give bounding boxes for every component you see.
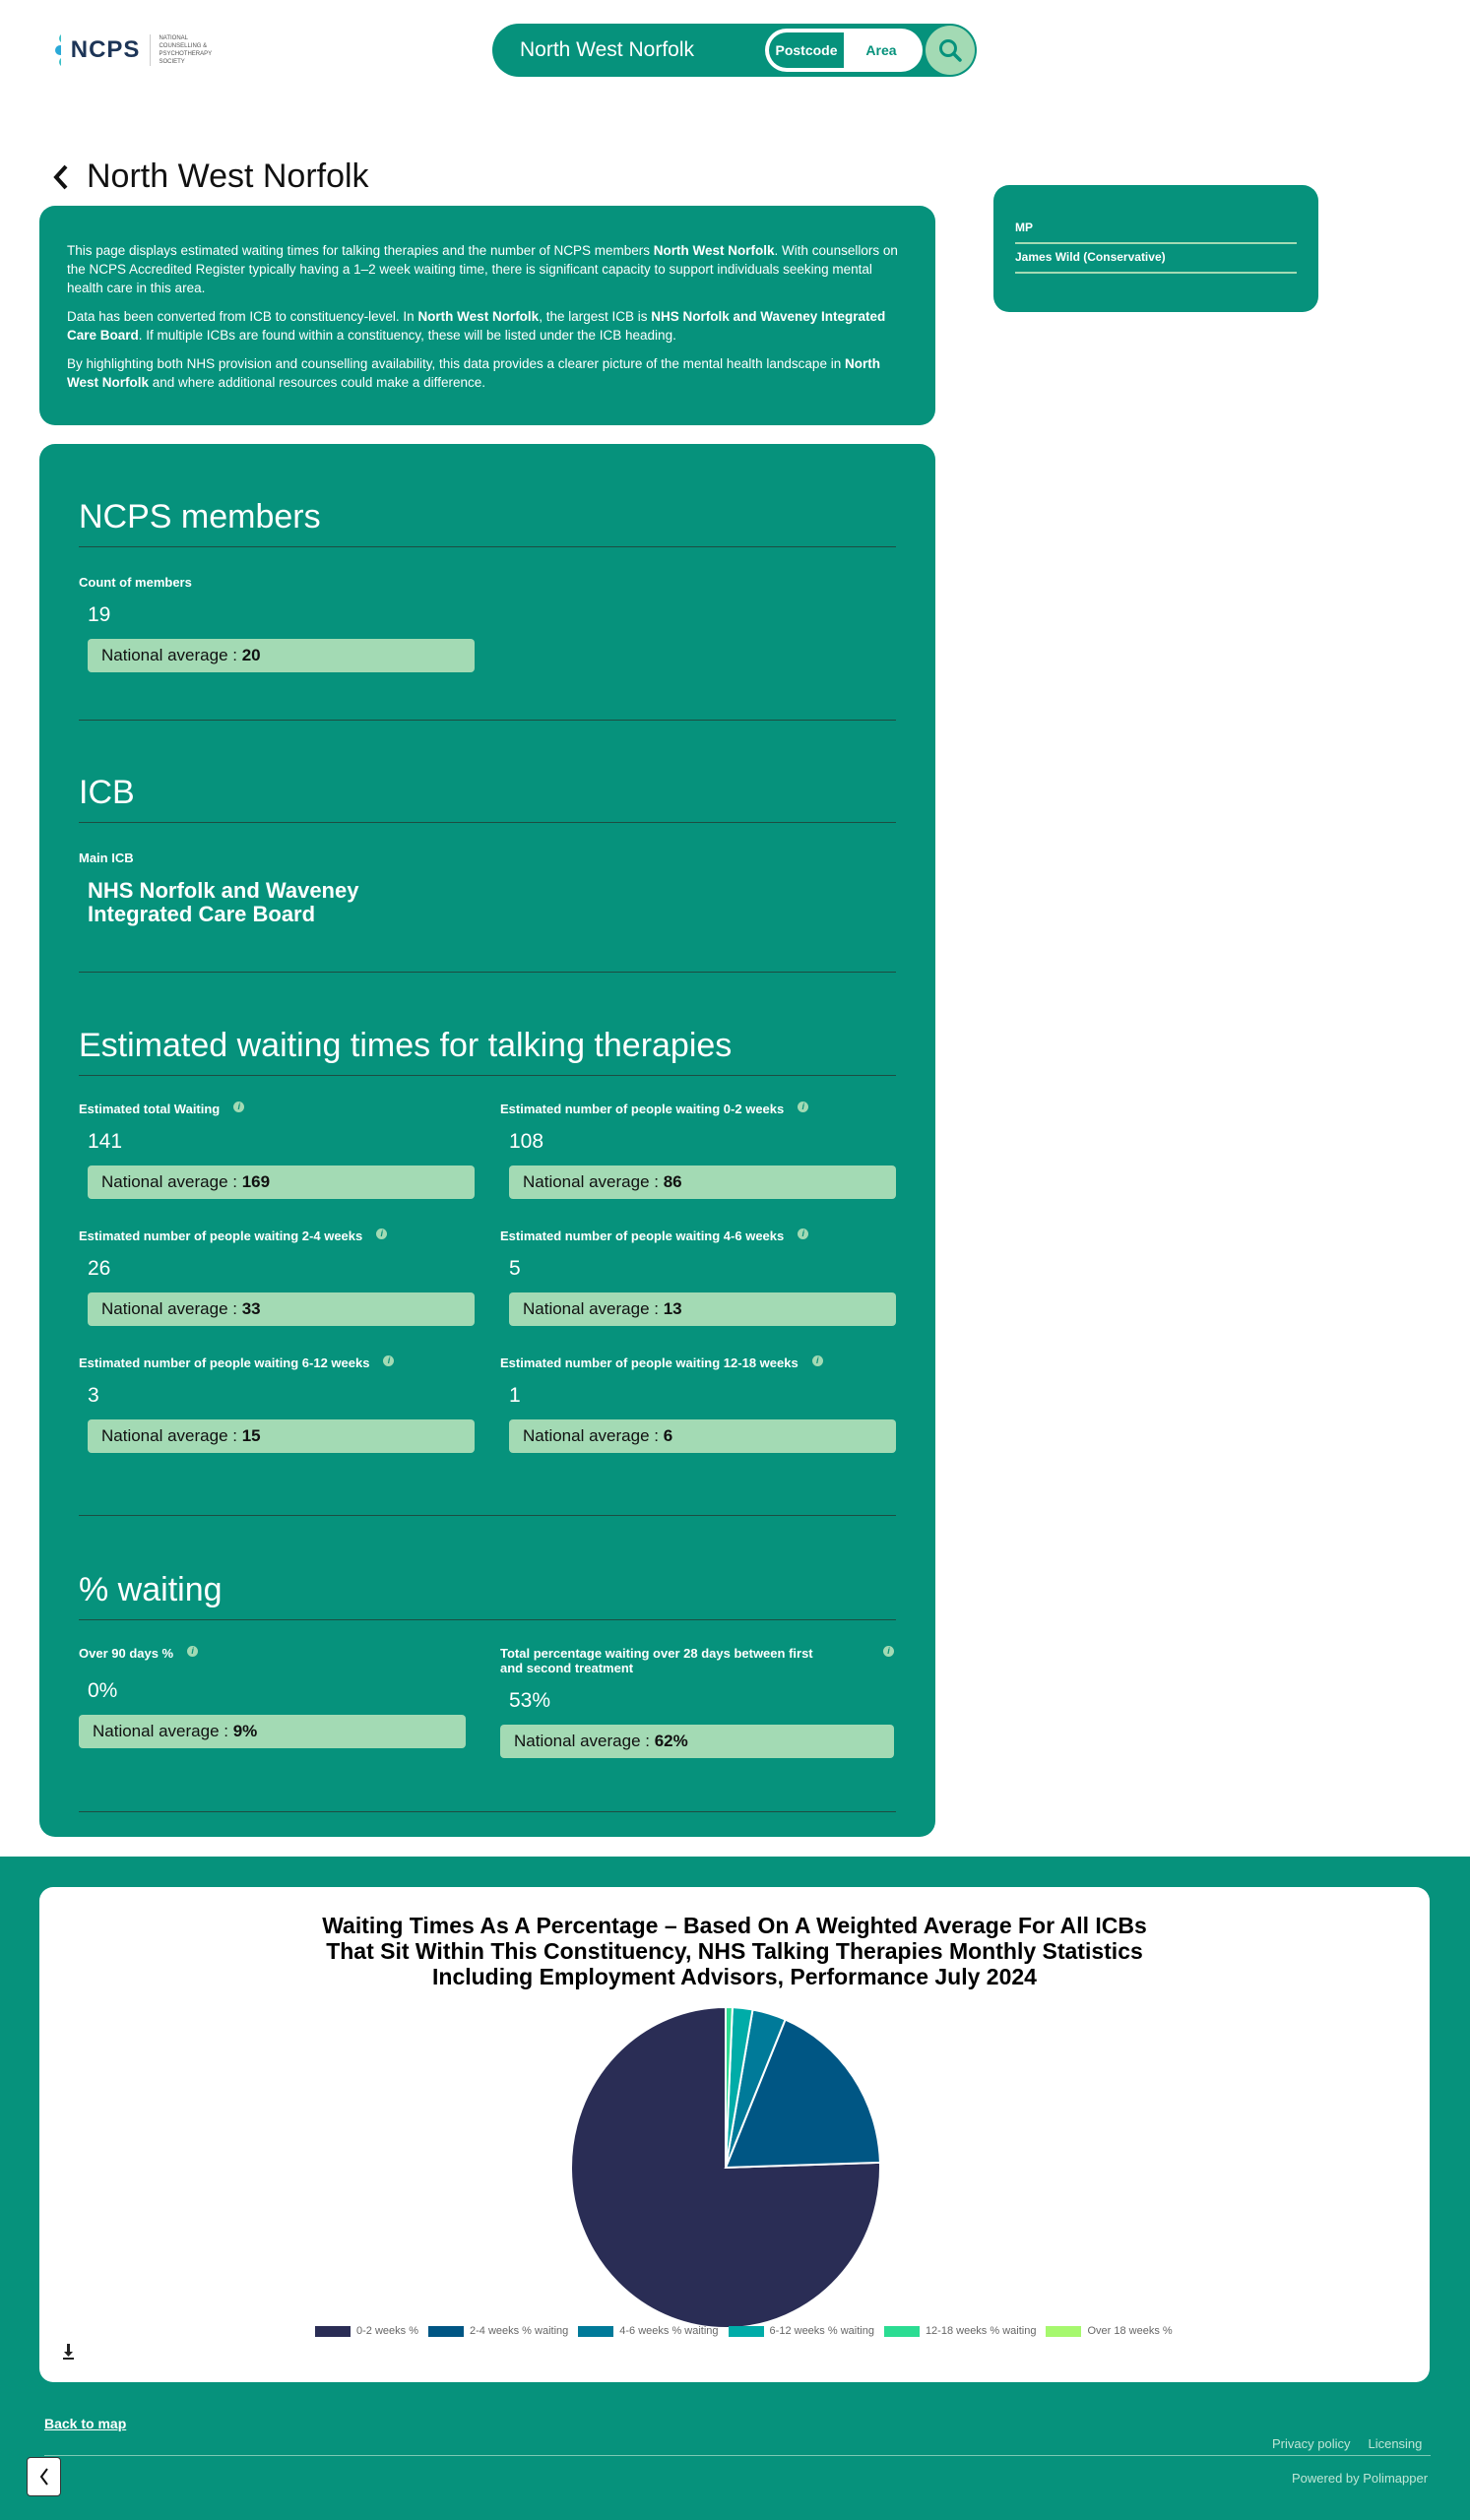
chart-title: Waiting Times As A Percentage – Based On A Weighted Average For All ICBs That Sit Within This Constituency, NHS Talking Therapies Monthly Statistics Including Employment Advisors, Performance July 2024 (322, 1913, 1147, 1989)
info-icon[interactable]: i (812, 1355, 823, 1366)
search-mode-toggle (765, 29, 923, 72)
national-average: National average : 33 (88, 1292, 475, 1326)
legend-swatch (1046, 2326, 1081, 2337)
back-to-map-link[interactable]: Back to map (44, 2416, 127, 2431)
waiting-section (79, 1027, 896, 1453)
info-icon[interactable]: i (798, 1102, 808, 1112)
legend-item[interactable]: 12-18 weeks % waiting (884, 2325, 1037, 2337)
intro-paragraph-2: Data has been converted from ICB to constituency-level. In North West Norfolk, the largest ICB is NHS Norfolk and Waveney Integrated Care Board. If multiple ICBs are found within a constituency, these will be listed under the ICB heading. (67, 309, 886, 343)
divider (79, 1811, 896, 1812)
download-icon[interactable] (61, 2343, 77, 2361)
licensing-link[interactable]: Licensing (1368, 2436, 1423, 2451)
waiting-stat (500, 1228, 894, 1326)
national-average: National average : 9% (79, 1715, 466, 1748)
search-bar (492, 24, 977, 77)
national-average: National average : 62% (500, 1725, 894, 1758)
info-icon[interactable]: i (798, 1228, 808, 1239)
icb-section (79, 774, 896, 926)
legend-swatch (884, 2326, 920, 2337)
info-icon[interactable]: i (383, 1355, 394, 1366)
privacy-policy-link[interactable]: Privacy policy (1272, 2436, 1351, 2451)
divider (79, 720, 896, 721)
stat-value: 3 (88, 1384, 99, 1407)
legend-item[interactable]: 6-12 weeks % waiting (729, 2325, 874, 2337)
stat-value: 53% (509, 1689, 551, 1712)
stat-label: Count of members (79, 575, 192, 590)
stat-label: Estimated number of people waiting 6-12 weeks i (79, 1355, 500, 1370)
national-average: National average : 6 (509, 1419, 896, 1453)
legend-item[interactable]: 4-6 weeks % waiting (578, 2325, 718, 2337)
section-heading: ICB (79, 774, 896, 823)
pie-chart (571, 2005, 896, 2330)
stat-label: Estimated number of people waiting 0-2 weeks i (500, 1102, 894, 1116)
national-average: National average : 169 (88, 1166, 475, 1199)
page-title: North West Norfolk (51, 158, 369, 196)
legend-item[interactable]: Over 18 weeks % (1046, 2325, 1172, 2337)
chevron-left-icon (38, 2467, 50, 2487)
intro-paragraph-1: This page displays estimated waiting times for talking therapies and the number of NCPS members North West Norfolk. With counsellors on the NCPS Accredited Register typically having a 1–2 week waiting time, there is significant capacity to support individuals seeking mental health care in this area. (67, 243, 898, 295)
intro-card (39, 206, 935, 425)
legend-item[interactable]: 2-4 weeks % waiting (428, 2325, 568, 2337)
section-heading: Estimated waiting times for talking therapies (79, 1027, 896, 1076)
intro-paragraph-3: By highlighting both NHS provision and counselling availability, this data provides a clearer picture of the mental health landscape in North West Norfolk and where additional resources could make a difference. (67, 356, 880, 390)
stat-label: Estimated number of people waiting 2-4 weeks i (79, 1228, 500, 1243)
search-input[interactable]: North West Norfolk (520, 38, 694, 61)
back-chevron-icon[interactable] (51, 162, 71, 192)
legend-swatch (729, 2326, 764, 2337)
percent-section (79, 1571, 896, 1758)
waiting-stat (79, 1355, 500, 1453)
waiting-stat (500, 1355, 894, 1453)
stat-label: Estimated number of people waiting 4-6 weeks i (500, 1228, 894, 1243)
collapse-button[interactable] (27, 2457, 61, 2496)
logo-mark-icon (54, 21, 61, 80)
stat-label: Main ICB (79, 850, 134, 865)
legend-swatch (315, 2326, 351, 2337)
stat-value: 141 (88, 1130, 123, 1153)
legend-swatch (428, 2326, 464, 2337)
mp-card (993, 185, 1318, 312)
search-button[interactable] (926, 26, 975, 75)
toggle-postcode[interactable]: Postcode (769, 32, 844, 68)
national-average: National average : 20 (88, 639, 475, 672)
toggle-area[interactable]: Area (865, 42, 897, 58)
national-average: National average : 13 (509, 1292, 896, 1326)
legend-swatch (578, 2326, 613, 2337)
ncps-logo[interactable]: NCPS NATIONAL COUNSELLING & PSYCHOTHERAPY SOCIETY (54, 20, 212, 81)
section-heading: % waiting (79, 1571, 896, 1620)
divider (79, 972, 896, 973)
info-icon[interactable]: i (883, 1646, 894, 1657)
divider (79, 1515, 896, 1516)
stat-label: Estimated total Waiting i (79, 1102, 500, 1116)
powered-by: Powered by Polimapper (1292, 2471, 1429, 2486)
waiting-stat (79, 1102, 500, 1199)
stat-value: 26 (88, 1257, 111, 1280)
info-icon[interactable]: i (376, 1228, 387, 1239)
stat-over-28-days: Total percentage waiting over 28 days between first and second treatment i 53% National average : 62% (500, 1646, 894, 1758)
chart-legend (315, 2325, 1173, 2337)
stat-value: 108 (509, 1130, 544, 1153)
stat-value: 19 (88, 603, 111, 626)
legend-item[interactable]: 0-2 weeks % (315, 2325, 418, 2337)
chart-card (39, 1887, 1430, 2382)
main-icb-value: NHS Norfolk and Waveney Integrated Care Board (88, 878, 359, 926)
stat-value: 5 (509, 1257, 521, 1280)
stat-value: 1 (509, 1384, 521, 1407)
members-section (79, 498, 896, 672)
national-average: National average : 15 (88, 1419, 475, 1453)
info-icon[interactable]: i (187, 1646, 198, 1657)
national-average: National average : 86 (509, 1166, 896, 1199)
info-icon[interactable]: i (233, 1102, 244, 1112)
footer-divider (44, 2455, 1431, 2456)
stats-card (39, 444, 935, 1837)
stat-value: 0% (88, 1679, 118, 1702)
waiting-stat (500, 1102, 894, 1199)
stat-over-90-days: Over 90 days % i 0% National average : 9% (79, 1646, 500, 1758)
section-heading: NCPS members (79, 498, 896, 547)
mp-label: MP (1015, 215, 1297, 244)
waiting-stat (79, 1228, 500, 1326)
mp-name: James Wild (Conservative) (1015, 244, 1297, 274)
search-icon (937, 37, 963, 63)
stat-label: Estimated number of people waiting 12-18 weeks i (500, 1355, 894, 1370)
